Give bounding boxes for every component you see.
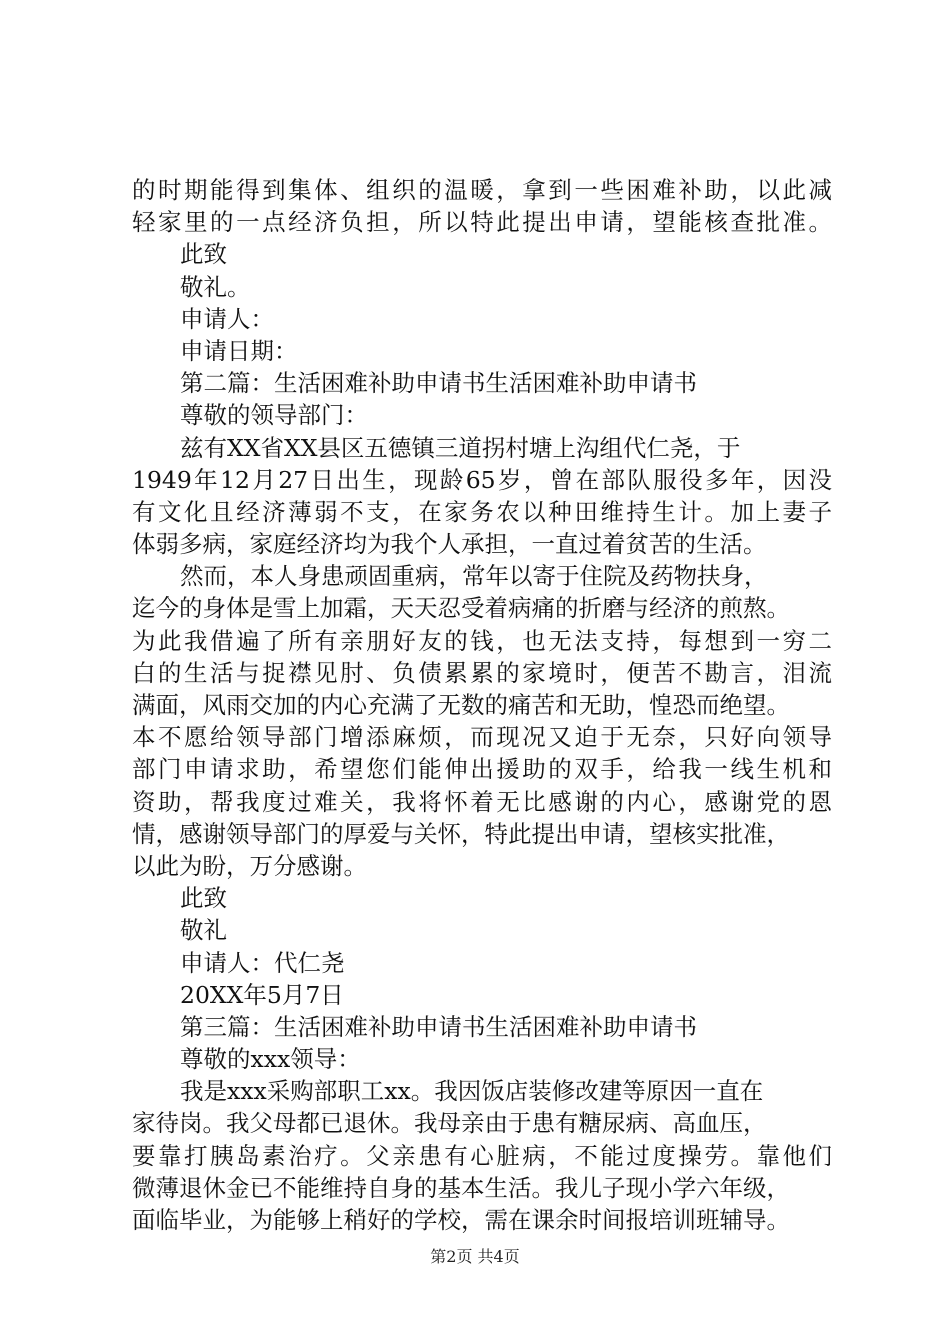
- text-line: 申请日期：: [180, 336, 298, 365]
- text-line: 此致: [180, 884, 227, 913]
- text-line: 体弱多病，家庭经济均为我个人承担，一直过着贫苦的生活。: [132, 530, 767, 559]
- text-line: 第三篇：生活困难补助申请书生活困难补助申请书: [180, 1012, 697, 1041]
- text-line: 部门申请求助，希望您们能伸出援助的双手，给我一线生机和: [132, 755, 832, 784]
- text-line: 资助，帮我度过难关，我将怀着无比感谢的内心，感谢党的恩: [132, 787, 832, 816]
- text-line: 满面，风雨交加的内心充满了无数的痛苦和无助，惶恐而绝望。: [132, 691, 790, 719]
- text-line: 我是xxx采购部职工xx。我因饭店装修改建等原因一直在: [180, 1077, 764, 1106]
- text-line: 有文化且经济薄弱不支，在家务农以种田维持生计。加上妻子: [132, 497, 832, 526]
- text-line: 此致: [180, 240, 227, 269]
- text-line: 迄今的身体是雪上加霜，天天忍受着病痛的折磨与经济的煎熬。: [132, 594, 790, 623]
- text-line: 情，感谢领导部门的厚爱与关怀，特此提出申请，望核实批准，: [132, 819, 790, 848]
- text-line: 第二篇：生活困难补助申请书生活困难补助申请书: [180, 369, 697, 398]
- text-line: 为此我借遍了所有亲朋好友的钱，也无法支持，每想到一穷二: [132, 626, 832, 655]
- text-line: 微薄退休金已不能维持自身的基本生活。我儿子现小学六年级，: [132, 1173, 790, 1202]
- text-line: 轻家里的一点经济负担，所以特此提出申请，望能核查批准。: [132, 208, 832, 237]
- text-line: 敬礼: [180, 916, 227, 945]
- text-line: 本不愿给领导部门增添麻烦，而现况又迫于无奈，只好向领导: [132, 723, 832, 752]
- text-line: 白的生活与捉襟见肘、负债累累的家境时，便苦不勘言，泪流: [132, 658, 832, 687]
- text-line: 敬礼。: [180, 272, 251, 301]
- text-line: 面临毕业，为能够上稍好的学校，需在课余时间报培训班辅导。: [132, 1206, 790, 1234]
- text-line: 1949年12月27日出生，现龄65岁，曾在部队服役多年，因没: [132, 465, 832, 494]
- text-line: 尊敬的xxx领导：: [180, 1045, 361, 1074]
- text-line: 然而，本人身患顽固重病，常年以寄于住院及药物扶身，: [180, 562, 768, 591]
- text-line: 家待岗。我父母都已退休。我母亲由于患有糖尿病、高血压，: [132, 1109, 767, 1138]
- text-line: 申请人：代仁尧: [180, 948, 345, 977]
- text-line: 要靠打胰岛素治疗。父亲患有心脏病，不能过度操劳。靠他们: [132, 1141, 832, 1170]
- text-line: 尊敬的领导部门：: [180, 401, 368, 430]
- text-line: 的时期能得到集体、组织的温暖，拿到一些困难补助，以此减: [132, 176, 832, 204]
- text-line: 20XX年5月7日: [180, 980, 344, 1009]
- text-line: 兹有XX省XX县区五德镇三道拐村塘上沟组代仁尧，于: [180, 433, 741, 462]
- document-body: [132, 174, 832, 1236]
- text-line: 以此为盼，万分感谢。: [132, 851, 367, 880]
- page-footer: 第2页 共4页: [430, 1247, 520, 1266]
- text-line: 申请人：: [180, 304, 274, 333]
